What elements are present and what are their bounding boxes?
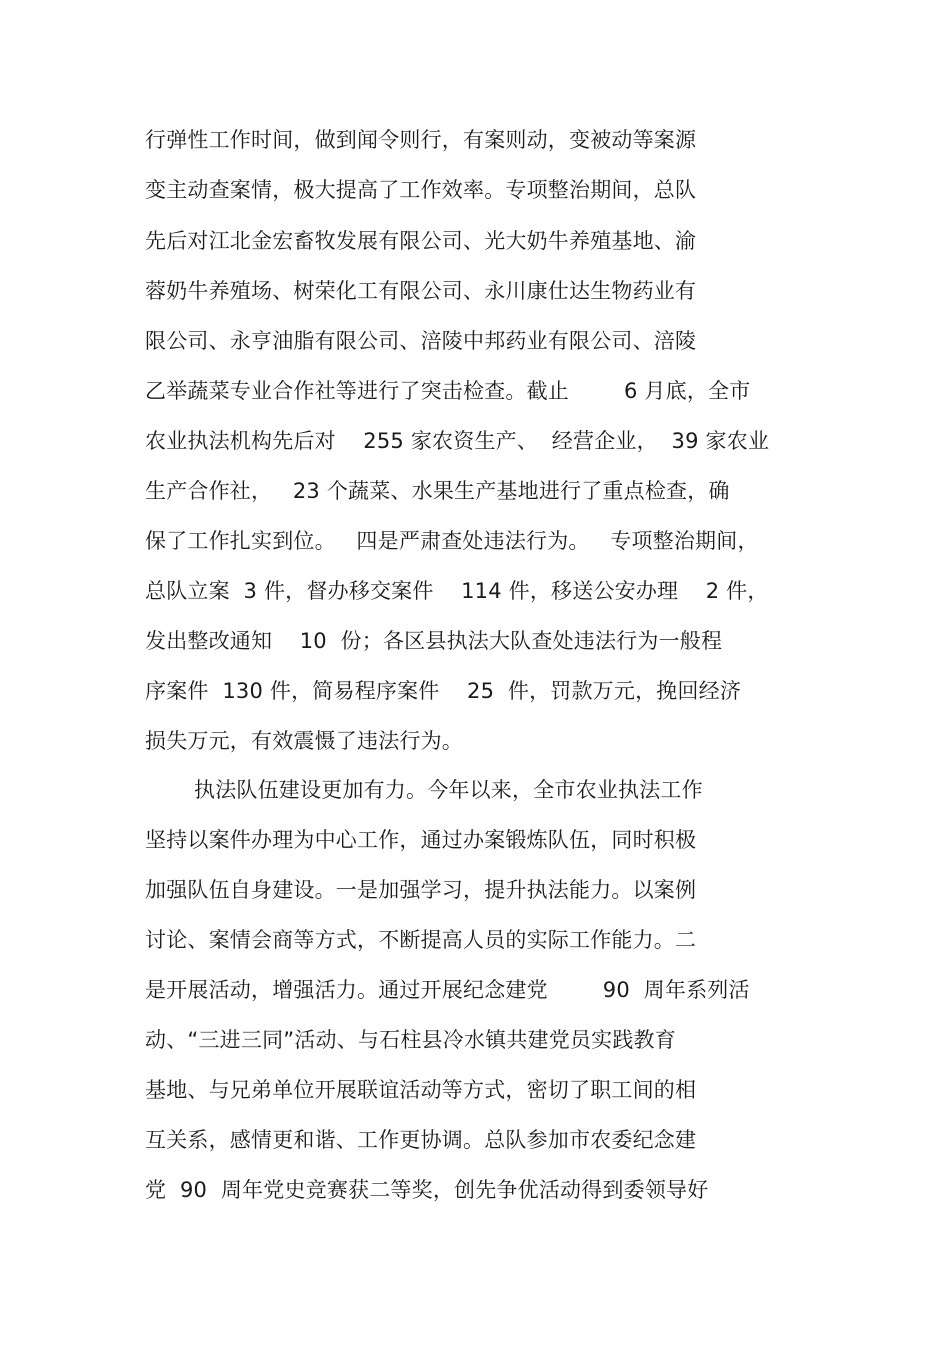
text-line: 损失万元，有效震慑了违法行为。 [145, 729, 463, 753]
text-line: 发出整改通知 10 份；各区县执法大队查处违法行为一般程 [145, 629, 723, 653]
text-line: 蓉奶牛养殖场、树荣化工有限公司、永川康仕达生物药业有 [145, 279, 697, 303]
text-line: 是开展活动，增强活力。通过开展纪念建党 90 周年系列活 [145, 978, 750, 1002]
paragraph-first-line: 执法队伍建设更加有力。今年以来，全市农业执法工作 [194, 778, 703, 802]
text-line: 加强队伍自身建设。一是加强学习，提升执法能力。以案例 [145, 878, 697, 902]
text-line: 行弹性工作时间，做到闻令则行，有案则动，变被动等案源 [145, 128, 697, 152]
text-line: 基地、与兄弟单位开展联谊活动等方式，密切了职工间的相 [145, 1078, 697, 1102]
text-line: 坚持以案件办理为中心工作，通过办案锻炼队伍，同时积极 [145, 828, 697, 852]
text-line: 互关系，感情更和谐、工作更协调。总队参加市农委纪念建 [145, 1128, 697, 1152]
text-line: 保了工作扎实到位。 四是严肃查处违法行为。 专项整治期间， [145, 529, 759, 553]
text-line: 先后对江北金宏畜牧发展有限公司、光大奶牛养殖基地、渝 [145, 229, 697, 253]
text-line: 总队立案 3 件，督办移交案件 114 件，移送公安办理 2 件， [145, 579, 769, 603]
text-line: 讨论、案情会商等方式，不断提高人员的实际工作能力。二 [145, 928, 697, 952]
text-line: 农业执法机构先后对 255 家农资生产、 经营企业， 39 家农业 [145, 429, 770, 453]
text-line: 生产合作社， 23 个蔬菜、水果生产基地进行了重点检查，确 [145, 479, 730, 503]
text-line: 动、“三进三同”活动、与石柱县冷水镇共建党员实践教育 [145, 1028, 676, 1052]
text-line: 序案件 130 件，简易程序案件 25 件，罚款万元，挽回经济 [145, 679, 742, 703]
text-line: 限公司、永亨油脂有限公司、涪陵中邦药业有限公司、涪陵 [145, 329, 697, 353]
text-line: 变主动查案情，极大提高了工作效率。专项整治期间，总队 [145, 178, 697, 202]
text-line: 乙举蔬菜专业合作社等进行了突击检查。截止 6 月底，全市 [145, 379, 751, 403]
text-line: 党 90 周年党史竞赛获二等奖，创先争优活动得到委领导好 [145, 1178, 709, 1202]
